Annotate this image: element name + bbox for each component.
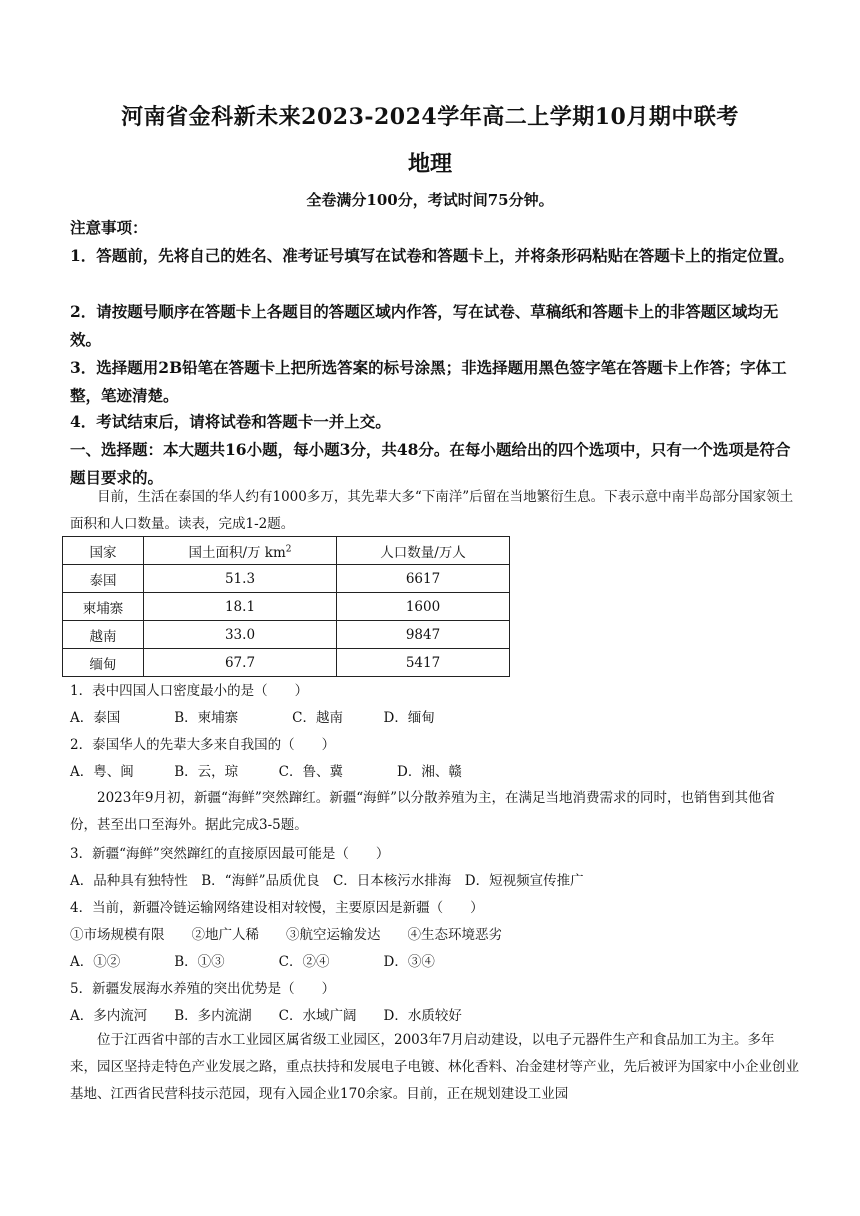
exam-meta: 全卷满分100分，考试时间75分钟。: [306, 191, 554, 209]
table-cell: 越南: [63, 621, 144, 649]
table-cell: 9847: [337, 621, 510, 649]
table-header-text: 国土面积/万 km: [188, 544, 286, 561]
question-5-options: A．多内流河 B．多内流湖 C．水域广阔 D．水质较好: [70, 1008, 462, 1024]
table-header-cell: 国家: [63, 537, 144, 565]
question-4-options: A．①② B．①③ C．②④ D．③④: [70, 954, 435, 970]
question-5: 5．新疆发展海水养殖的突出优势是（ ）: [70, 981, 336, 997]
question-1: 1．表中四国人口密度最小的是（ ）: [70, 683, 309, 699]
table-cell: 柬埔寨: [63, 593, 144, 621]
question-4: 4．当前，新疆冷链运输网络建设相对较慢，主要原因是新疆（ ）: [70, 900, 484, 916]
notice-item-4: 4．考试结束后，请将试卷和答题卡一并上交。: [70, 412, 391, 431]
notice-heading: 注意事项：: [70, 218, 148, 237]
table-row: [63, 565, 510, 593]
exam-title: 河南省金科新未来2023-2024学年高二上学期10月期中联考: [121, 104, 739, 130]
table-row: [63, 593, 510, 621]
question-2-options: A．粤、闽 B．云，琼 C．鲁、冀 D．湘、赣: [70, 764, 462, 780]
table-cell: 18.1: [144, 593, 337, 621]
table-cell: 51.3: [144, 565, 337, 593]
question-3-options: A．品种具有独特性 B．“海鲜”品质优良 C．日本核污水排海 D．短视频宣传推广: [70, 873, 584, 889]
section-heading: 一、选择题：本大题共16小题，每小题3分，共48分。在每小题给出的四个选项中，只有一个选项是符合题目要求的。: [70, 440, 791, 487]
question-4-statements: ①市场规模有限 ②地广人稀 ③航空运输发达 ④生态环境恶劣: [70, 927, 502, 943]
question-1-options: A．泰国 B．柬埔寨 C．越南 D．缅甸: [70, 710, 435, 726]
table-header-cell: [144, 537, 337, 565]
table-cell: 缅甸: [63, 649, 144, 677]
passage-2: 2023年9月初，新疆“海鲜”突然蹿红。新疆“海鲜”以分散养殖为主，在满足当地消费需求的同时，也销售到其他省份，甚至出口至海外。据此完成3-5题。: [70, 790, 776, 833]
table-cell: 1600: [337, 593, 510, 621]
table-cell: 67.7: [144, 649, 337, 677]
passage-1: 目前，生活在泰国的华人约有1000多万，其先辈大多“下南洋”后留在当地繁衍生息。下表示意中南半岛部分国家领土面积和人口数量。读表，完成1-2题。: [70, 489, 794, 532]
notice-item-2: 2．请按题号顺序在答题卡上各题目的答题区域内作答，写在试卷、草稿纸和答题卡上的非答题区域均无效。: [70, 302, 779, 349]
table-header-cell: 人口数量/万人: [337, 537, 510, 565]
table-cell: 泰国: [63, 565, 144, 593]
table-row: [63, 621, 510, 649]
question-3: 3．新疆“海鲜”突然蹿红的直接原因最可能是（ ）: [70, 846, 390, 862]
question-2: 2．泰国华人的先辈大多来自我国的（ ）: [70, 737, 336, 753]
notice-item-3: 3．选择题用2B铅笔在答题卡上把所选答案的标号涂黑；非选择题用黑色签字笔在答题卡上作答；字体工整，笔迹清楚。: [70, 358, 787, 405]
table-cell: 33.0: [144, 621, 337, 649]
table-header-row: [63, 537, 510, 565]
subject-title: 地理: [407, 151, 452, 177]
table-cell: 5417: [337, 649, 510, 677]
passage-3: 位于江西省中部的吉水工业园区属省级工业园区，2003年7月启动建设，以电子元器件生产和食品加工为主。多年来，园区坚持走特色产业发展之路，重点扶持和发展电子电镀、林化香料、冶金建材等产业，先后被评为国家中小企业创业基地、江西省民营科技示范园，现有入园企业170余家。目前，正在规划建设工业园: [70, 1032, 799, 1102]
unit-superscript: 2: [285, 544, 292, 554]
table-row: [63, 649, 510, 677]
notice-item-1: 1．答题前，先将自己的姓名、准考证号填写在试卷和答题卡上，并将条形码粘贴在答题卡上的指定位置。: [70, 246, 794, 265]
table-cell: 6617: [337, 565, 510, 593]
country-table: [62, 536, 510, 677]
